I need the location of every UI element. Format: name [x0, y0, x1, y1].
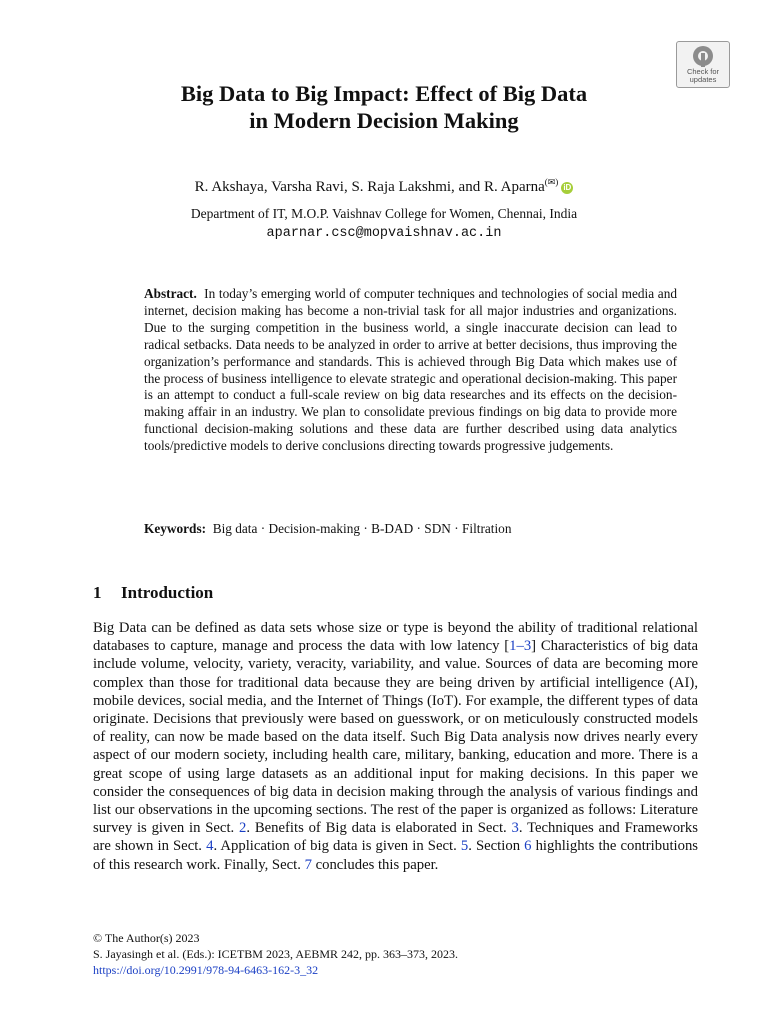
keywords-text: Big data · Decision-making · B-DAD · SDN · Filtration — [212, 521, 512, 536]
intro-text: . Techniques and Frameworks are shown in Sect. — [93, 820, 698, 855]
corresponding-author-mark: (✉) — [544, 177, 559, 187]
section-link[interactable]: 2 — [239, 820, 247, 837]
paper-title — [0, 80, 768, 134]
section-link[interactable]: 7 — [304, 856, 312, 873]
orcid-icon[interactable]: iD — [563, 183, 572, 192]
crossmark-icon — [693, 46, 713, 66]
title-line2: in Modern Decision Making — [249, 108, 519, 133]
intro-text: . Application of big data is given in Sect. — [213, 838, 461, 855]
citation-line: S. Jayasingh et al. (Eds.): ICETBM 2023, AEBMR 242, pp. 363–373, 2023. — [93, 947, 458, 961]
doi-link[interactable]: https://doi.org/10.2991/978-94-6463-162-3_32 — [93, 963, 319, 977]
badge-line2: updates — [689, 75, 717, 84]
introduction-paragraph — [93, 619, 698, 874]
keywords-label: Keywords: — [144, 521, 207, 536]
abstract-text: In today’s emerging world of computer techniques and technologies of social media and internet, decision making has become a non-trivial task for all major industries and organizations. Due to the surging competition in the business world, a single inaccurate decision can lead to radical setbacks. Data needs to be analyzed in order to arrive at better decisions, thus improving the organization’s performance and standards. This is achieved through Big Data which makes use of the process of business intelligence to elevate strategic and operational decision-making. This paper is an attempt to conduct a full-scale review on big data researches and its effects on the decision-making affair in an industry. We plan to consolidate previous findings on big data to provide more functional decision-making solutions and these data are further described using data analytics tools/predictive models to derive conclusions directing towards progressive judgements. — [144, 286, 677, 454]
page-footer — [93, 930, 698, 978]
intro-text: . Section — [468, 838, 525, 855]
abstract — [144, 286, 677, 455]
intro-text: Big Data can be defined as data sets whose size or type is beyond the ability of traditional relational databases to capture, manage and process the data with low latency [ — [93, 620, 698, 655]
authors-text: R. Akshaya, Varsha Ravi, S. Raja Lakshmi, and R. Aparna — [194, 179, 545, 195]
intro-text: concludes this paper. — [311, 856, 439, 873]
intro-text: highlights the contributions of this research work. Finally, Sect. — [93, 838, 699, 873]
author-list — [0, 172, 768, 197]
abstract-label: Abstract. — [144, 286, 197, 301]
citation-link[interactable]: 1–3 — [509, 638, 532, 655]
section-link[interactable]: 5 — [460, 838, 469, 855]
section-link[interactable]: 6 — [524, 838, 532, 855]
section-heading — [93, 582, 213, 604]
badge-line1: Check for — [686, 67, 720, 76]
section-number: 1 — [93, 583, 102, 602]
title-line1: Big Data to Big Impact: Effect of Big Data — [180, 81, 588, 106]
author-email[interactable]: aparnar.csc@mopvaishnav.ac.in — [266, 226, 502, 241]
section-title: Introduction — [121, 583, 214, 602]
intro-text: ] Characteristics of big data include volume, velocity, variety, veracity, variability, and value. Sources of data are becoming more complex than those for traditional data because they are being driven by artificial intelligence (AI), mobile devices, social media, and the Internet of Things (IoT). For example, the different types of data originate. Decisions that previously were based on guesswork, or on meticulously constructed models of reality, can now be made based on the data itself. Such Big Data analysis now drives nearly every aspect of our modern society, including health care, military, banking, education and more. There is a great scope of using large datasets as an additional input for making decisions. In this paper we consider the consequences of big data in decision making through the analysis of various findings and list our observations in the upcoming sections. The rest of the paper is organized as follows: Literature survey is given in Sect. — [93, 638, 698, 837]
affiliation: Department of IT, M.O.P. Vaishnav College for Women, Chennai, India — [190, 206, 578, 221]
copyright-notice: © The Author(s) 2023 — [93, 931, 200, 945]
intro-text: . Benefits of Big data is elaborated in Sect. — [246, 820, 512, 837]
keywords — [144, 520, 677, 538]
section-link[interactable]: 3 — [511, 820, 519, 837]
section-link[interactable]: 4 — [206, 838, 214, 855]
